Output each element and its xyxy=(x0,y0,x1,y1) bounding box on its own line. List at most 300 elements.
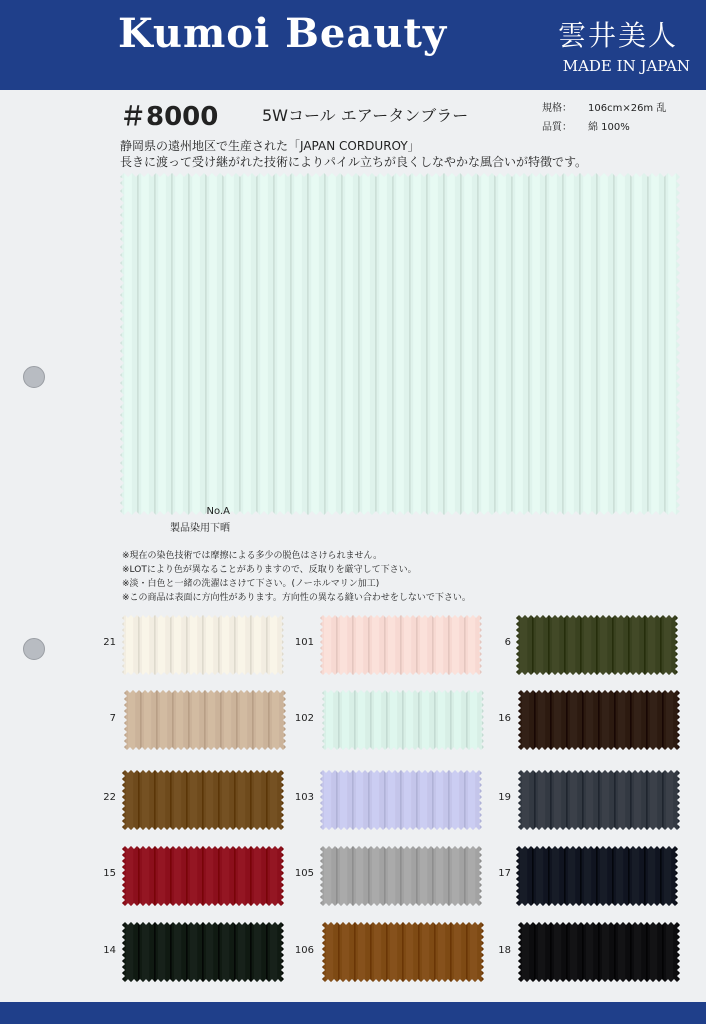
rib-highlight xyxy=(238,922,245,982)
rib-groove xyxy=(534,770,536,830)
rib-groove xyxy=(172,690,174,750)
rib-groove xyxy=(368,615,370,675)
color-swatch xyxy=(122,615,284,675)
rib-groove xyxy=(580,615,582,675)
rib-groove xyxy=(416,770,418,830)
rib-groove xyxy=(678,690,680,750)
brand-name-jp: 雲井美人 xyxy=(557,19,678,52)
rib-groove xyxy=(154,922,156,982)
rib-groove xyxy=(186,846,188,906)
rib-highlight xyxy=(452,615,459,675)
rib-groove xyxy=(266,770,268,830)
rib-highlight xyxy=(618,770,625,830)
rib-highlight xyxy=(124,173,132,515)
rib-groove xyxy=(137,173,139,515)
rib-groove xyxy=(138,615,140,675)
rib-highlight xyxy=(532,173,540,515)
rib-groove xyxy=(582,922,584,982)
rib-highlight xyxy=(481,173,489,515)
rib-groove xyxy=(612,846,614,906)
rib-highlight xyxy=(379,173,387,515)
rib-highlight xyxy=(256,690,263,750)
rib-groove xyxy=(352,846,354,906)
rib-groove xyxy=(518,770,520,830)
rib-highlight xyxy=(413,173,421,515)
rib-highlight xyxy=(522,770,529,830)
rib-highlight xyxy=(616,846,623,906)
rib-highlight xyxy=(634,690,641,750)
rib-groove xyxy=(579,173,581,515)
rib-groove xyxy=(564,615,566,675)
rib-groove xyxy=(358,173,360,515)
rib-groove xyxy=(188,690,190,750)
rib-groove xyxy=(370,690,372,750)
rib-highlight xyxy=(536,615,543,675)
rib-groove xyxy=(384,615,386,675)
rib-highlight xyxy=(326,922,333,982)
rib-groove xyxy=(534,690,536,750)
rib-groove xyxy=(202,922,204,982)
rib-groove xyxy=(646,922,648,982)
rib-highlight xyxy=(634,770,641,830)
rib-highlight xyxy=(142,615,149,675)
rib-groove xyxy=(205,173,207,515)
color-number: 101 xyxy=(294,637,314,648)
rib-groove xyxy=(434,690,436,750)
rib-groove xyxy=(202,615,204,675)
rib-highlight xyxy=(141,173,149,515)
rib-groove xyxy=(154,770,156,830)
rib-groove xyxy=(464,770,466,830)
rib-highlight xyxy=(420,770,427,830)
rib-highlight xyxy=(190,922,197,982)
care-note: ※LOTにより色が異なることがありますので、反取りを厳守して下さい。 xyxy=(122,565,417,575)
description-line-1: 静岡県の遠州地区で生産された「JAPAN CORDUROY」 xyxy=(120,139,420,153)
rib-highlight xyxy=(294,173,302,515)
rib-highlight xyxy=(498,173,506,515)
rib-groove xyxy=(550,690,552,750)
rib-highlight xyxy=(602,770,609,830)
rib-groove xyxy=(678,922,680,982)
rib-groove xyxy=(562,173,564,515)
rib-highlight xyxy=(388,846,395,906)
rib-groove xyxy=(432,770,434,830)
rib-groove xyxy=(518,690,520,750)
rib-groove xyxy=(338,922,340,982)
rib-highlight xyxy=(452,770,459,830)
rib-highlight xyxy=(226,173,234,515)
rib-highlight xyxy=(404,846,411,906)
color-number: 103 xyxy=(294,792,314,803)
rib-groove xyxy=(477,173,479,515)
rib-highlight xyxy=(390,922,397,982)
rib-highlight xyxy=(420,615,427,675)
rib-highlight xyxy=(142,770,149,830)
rib-highlight xyxy=(520,615,527,675)
rib-highlight xyxy=(422,922,429,982)
rib-groove xyxy=(320,770,322,830)
color-swatch xyxy=(122,770,284,830)
rib-highlight xyxy=(650,922,657,982)
main-swatch-label-2: 製品染用下晒 xyxy=(170,523,230,534)
rib-highlight xyxy=(175,173,183,515)
rib-highlight xyxy=(342,922,349,982)
rib-groove xyxy=(290,173,292,515)
rib-groove xyxy=(614,690,616,750)
color-number: 19 xyxy=(498,792,511,803)
rib-groove xyxy=(402,922,404,982)
color-swatch xyxy=(122,922,284,982)
rib-groove xyxy=(170,846,172,906)
rib-groove xyxy=(596,173,598,515)
main-swatch-label-1: No.A xyxy=(206,506,230,517)
rib-groove xyxy=(466,922,468,982)
rib-groove xyxy=(630,690,632,750)
rib-groove xyxy=(122,846,124,906)
rib-groove xyxy=(548,846,550,906)
rib-groove xyxy=(375,173,377,515)
rib-highlight xyxy=(406,690,413,750)
rib-groove xyxy=(250,922,252,982)
rib-highlight xyxy=(174,846,181,906)
rib-groove xyxy=(426,173,428,515)
rib-groove xyxy=(170,922,172,982)
color-number: 7 xyxy=(109,713,116,724)
product-name: 5Wコール エアータンブラー xyxy=(262,106,469,125)
description-line-2: 長きに渡って受け継がれた技術によりパイル立ちが良くしなやかな風合いが特徴です。 xyxy=(120,155,588,169)
rib-groove xyxy=(566,922,568,982)
rib-groove xyxy=(646,690,648,750)
rib-groove xyxy=(448,615,450,675)
rib-groove xyxy=(124,690,126,750)
spec-quality xyxy=(542,118,630,133)
rib-highlight xyxy=(586,770,593,830)
rib-highlight xyxy=(362,173,370,515)
rib-groove xyxy=(186,615,188,675)
rib-groove xyxy=(662,922,664,982)
rib-groove xyxy=(432,846,434,906)
rib-highlight xyxy=(600,173,608,515)
rib-groove xyxy=(239,173,241,515)
color-swatch xyxy=(320,615,482,675)
rib-groove xyxy=(218,922,220,982)
rib-highlight xyxy=(358,690,365,750)
rib-groove xyxy=(464,846,466,906)
rib-groove xyxy=(220,690,222,750)
rib-groove xyxy=(122,770,124,830)
rib-groove xyxy=(384,770,386,830)
spec-quality-label: 品質： xyxy=(542,122,572,133)
rib-highlight xyxy=(206,922,213,982)
rib-highlight xyxy=(324,770,331,830)
rib-highlight xyxy=(222,770,229,830)
rib-groove xyxy=(268,690,270,750)
rib-groove xyxy=(630,173,632,515)
rib-groove xyxy=(256,173,258,515)
rib-highlight xyxy=(436,770,443,830)
rib-groove xyxy=(596,846,598,906)
rib-highlight xyxy=(324,615,331,675)
rib-highlight xyxy=(632,846,639,906)
rib-highlight xyxy=(648,846,655,906)
rib-groove xyxy=(613,173,615,515)
rib-highlight xyxy=(254,846,261,906)
rib-highlight xyxy=(634,922,641,982)
spec-size-value: 106cm×26m 乱 xyxy=(588,103,667,114)
rib-highlight xyxy=(650,690,657,750)
rib-highlight xyxy=(538,770,545,830)
rib-groove xyxy=(266,846,268,906)
rib-highlight xyxy=(374,690,381,750)
rib-groove xyxy=(170,770,172,830)
rib-highlight xyxy=(208,690,215,750)
rib-highlight xyxy=(568,846,575,906)
rib-highlight xyxy=(618,922,625,982)
rib-groove xyxy=(338,690,340,750)
rib-highlight xyxy=(549,173,557,515)
rib-highlight xyxy=(554,690,561,750)
rib-groove xyxy=(138,922,140,982)
care-note: ※この商品は表面に方向性があります。方向性の異なる縫い合わせをしないで下さい。 xyxy=(122,593,471,603)
rib-groove xyxy=(352,615,354,675)
rib-groove xyxy=(434,922,436,982)
rib-highlight xyxy=(128,690,135,750)
rib-highlight xyxy=(520,846,527,906)
rib-highlight xyxy=(142,846,149,906)
header-banner xyxy=(0,0,706,90)
rib-groove xyxy=(154,846,156,906)
rib-highlight xyxy=(617,173,625,515)
rib-groove xyxy=(218,770,220,830)
color-swatch xyxy=(322,690,484,750)
rib-highlight xyxy=(554,922,561,982)
rib-groove xyxy=(516,615,518,675)
rib-groove xyxy=(400,615,402,675)
rib-highlight xyxy=(260,173,268,515)
rib-highlight xyxy=(342,690,349,750)
rib-groove xyxy=(494,173,496,515)
color-number: 22 xyxy=(103,792,116,803)
color-number: 21 xyxy=(103,637,116,648)
rib-highlight xyxy=(126,615,133,675)
rib-highlight xyxy=(600,846,607,906)
color-number: 106 xyxy=(294,945,314,956)
rib-groove xyxy=(448,846,450,906)
rib-groove xyxy=(122,615,124,675)
color-number: 105 xyxy=(294,868,314,879)
color-swatch xyxy=(516,846,678,906)
rib-highlight xyxy=(238,770,245,830)
color-swatch xyxy=(322,922,484,982)
rib-groove xyxy=(564,846,566,906)
rib-groove xyxy=(548,615,550,675)
rib-groove xyxy=(614,770,616,830)
rib-highlight xyxy=(222,846,229,906)
rib-highlight xyxy=(570,922,577,982)
rib-highlight xyxy=(356,770,363,830)
rib-highlight xyxy=(554,770,561,830)
rib-highlight xyxy=(464,173,472,515)
rib-groove xyxy=(341,173,343,515)
rib-highlight xyxy=(374,922,381,982)
rib-groove xyxy=(443,173,445,515)
rib-highlight xyxy=(650,770,657,830)
rib-highlight xyxy=(436,846,443,906)
rib-groove xyxy=(322,690,324,750)
rib-highlight xyxy=(447,173,455,515)
color-swatch xyxy=(516,615,678,675)
rib-highlight xyxy=(618,690,625,750)
rib-highlight xyxy=(438,922,445,982)
rib-groove xyxy=(307,173,309,515)
rib-highlight xyxy=(324,846,331,906)
rib-groove xyxy=(448,770,450,830)
rib-groove xyxy=(352,770,354,830)
rib-groove xyxy=(532,846,534,906)
rib-highlight xyxy=(190,846,197,906)
rib-groove xyxy=(222,173,224,515)
rib-groove xyxy=(566,770,568,830)
rib-groove xyxy=(234,846,236,906)
rib-groove xyxy=(598,922,600,982)
rib-groove xyxy=(580,846,582,906)
rib-groove xyxy=(120,173,122,515)
rib-groove xyxy=(566,690,568,750)
rib-highlight xyxy=(277,173,285,515)
rib-groove xyxy=(386,690,388,750)
rib-highlight xyxy=(568,615,575,675)
rib-highlight xyxy=(404,770,411,830)
rib-groove xyxy=(518,922,520,982)
rib-groove xyxy=(628,615,630,675)
rib-highlight xyxy=(158,846,165,906)
rib-highlight xyxy=(158,173,166,515)
rib-groove xyxy=(236,690,238,750)
rib-highlight xyxy=(126,770,133,830)
rib-highlight xyxy=(522,690,529,750)
rib-groove xyxy=(122,922,124,982)
rib-groove xyxy=(550,922,552,982)
rib-groove xyxy=(218,615,220,675)
rib-groove xyxy=(466,690,468,750)
color-number: 15 xyxy=(103,868,116,879)
rib-highlight xyxy=(666,922,673,982)
rib-highlight xyxy=(358,922,365,982)
rib-groove xyxy=(170,615,172,675)
rib-highlight xyxy=(372,770,379,830)
rib-highlight xyxy=(160,690,167,750)
rib-highlight xyxy=(600,615,607,675)
rib-groove xyxy=(336,770,338,830)
color-number: 17 xyxy=(498,868,511,879)
care-notes xyxy=(122,549,471,605)
rib-groove xyxy=(676,846,678,906)
rib-highlight xyxy=(356,846,363,906)
rib-highlight xyxy=(356,615,363,675)
rib-highlight xyxy=(522,922,529,982)
rib-highlight xyxy=(190,770,197,830)
rib-highlight xyxy=(430,173,438,515)
rib-highlight xyxy=(668,173,676,515)
rib-highlight xyxy=(126,922,133,982)
rib-groove xyxy=(400,770,402,830)
rib-highlight xyxy=(240,690,247,750)
color-swatch xyxy=(518,770,680,830)
rib-highlight xyxy=(586,922,593,982)
rib-groove xyxy=(450,690,452,750)
rib-highlight xyxy=(254,615,261,675)
rib-highlight xyxy=(406,922,413,982)
rib-highlight xyxy=(174,922,181,982)
rib-groove xyxy=(266,615,268,675)
rib-groove xyxy=(138,846,140,906)
rib-groove xyxy=(370,922,372,982)
rib-groove xyxy=(320,846,322,906)
rib-groove xyxy=(416,846,418,906)
rib-highlight xyxy=(666,690,673,750)
main-fabric-swatch xyxy=(120,173,680,515)
rib-groove xyxy=(416,615,418,675)
rib-highlight xyxy=(206,770,213,830)
rib-highlight xyxy=(586,690,593,750)
rib-groove xyxy=(140,690,142,750)
rib-highlight xyxy=(648,615,655,675)
spec-size xyxy=(542,99,666,114)
rib-groove xyxy=(204,690,206,750)
rib-highlight xyxy=(243,173,251,515)
rib-highlight xyxy=(206,615,213,675)
color-number: 16 xyxy=(498,713,511,724)
rib-groove xyxy=(647,173,649,515)
rib-groove xyxy=(598,770,600,830)
rib-groove xyxy=(614,922,616,982)
rib-groove xyxy=(664,173,666,515)
rib-highlight xyxy=(570,770,577,830)
rib-highlight xyxy=(438,690,445,750)
rib-groove xyxy=(336,615,338,675)
rib-groove xyxy=(550,770,552,830)
color-swatch xyxy=(518,922,680,982)
rib-highlight xyxy=(552,615,559,675)
rib-groove xyxy=(676,615,678,675)
rib-highlight xyxy=(436,615,443,675)
rib-highlight xyxy=(566,173,574,515)
rib-groove xyxy=(460,173,462,515)
rib-groove xyxy=(598,690,600,750)
rib-highlight xyxy=(372,846,379,906)
rib-groove xyxy=(322,922,324,982)
rib-highlight xyxy=(422,690,429,750)
rib-highlight xyxy=(326,690,333,750)
rib-highlight xyxy=(254,770,261,830)
rib-highlight xyxy=(452,846,459,906)
rib-highlight xyxy=(222,615,229,675)
rib-groove xyxy=(450,922,452,982)
rib-groove xyxy=(646,770,648,830)
rib-groove xyxy=(644,615,646,675)
rib-highlight xyxy=(454,690,461,750)
rib-groove xyxy=(368,770,370,830)
color-swatch xyxy=(518,690,680,750)
rib-highlight xyxy=(176,690,183,750)
rib-groove xyxy=(612,615,614,675)
rib-highlight xyxy=(192,690,199,750)
rib-groove xyxy=(234,615,236,675)
care-note: ※淡・白色と一緒の洗濯はさけて下さい。(ノーホルマリン加工) xyxy=(122,579,380,589)
brand-name: Kumoi Beauty xyxy=(118,10,448,57)
rib-highlight xyxy=(345,173,353,515)
rib-highlight xyxy=(238,846,245,906)
